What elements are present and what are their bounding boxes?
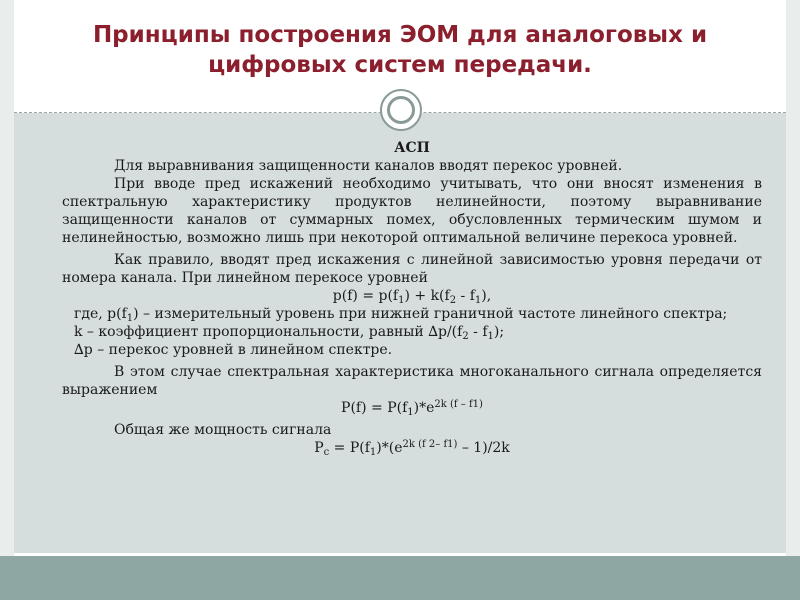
right-margin-band xyxy=(786,0,800,600)
paragraph-6: ∆p – перекос уровней в линейном спектре. xyxy=(74,342,393,358)
section-heading: АСП xyxy=(394,140,430,156)
slide-title: Принципы построения ЭОМ для аналоговых и цифровых систем передачи. xyxy=(92,22,708,78)
paragraph-3: Как правило, вводят пред искажения с линейной зависимостью уровня передачи от номера канала. При линейном перекосе уровней xyxy=(62,252,762,286)
content-area xyxy=(14,113,786,553)
formula-power: $P_c = P(f_1)*(e^{2k (f 2- f1)} - 1)/2k$ xyxy=(314,439,510,458)
paragraph-5: k – коэффициент пропорциональности, равный $\Delta p/(f_2 - f_1)$; xyxy=(74,324,505,342)
paragraph-1: Для выравнивания защищенности каналов вводят перекос уровней. xyxy=(114,158,623,174)
bottom-bar xyxy=(0,556,800,600)
divider-circle-ornament xyxy=(380,89,422,131)
left-margin-band xyxy=(0,0,14,600)
content-body xyxy=(62,139,762,457)
paragraph-2: При вводе пред искажений необходимо учитывать, что они вносят изменения в спектральную характеристику продуктов нелинейности, поэтому выравнивание защищенности каналов от суммарных помех, обусловленных термическим шумом и нелинейностью, возможно лишь при некоторой оптимальной величине перекоса уровней. xyxy=(62,176,762,246)
paragraph-4: где, $p(f_1)$ – измерительный уровень при нижней граничной частоте линейного спектра; xyxy=(74,306,728,324)
formula-spectrum: $P(f) = P(f_1)*e^{2k (f - f1)}$ xyxy=(341,399,483,418)
paragraph-7: В этом случае спектральная характеристика многоканального сигнала определяется выражением xyxy=(62,364,762,398)
paragraph-8: Общая же мощность сигнала xyxy=(114,422,332,438)
formula-level: $p(f) = p(f_1) + k(f_2 - f_1)$, xyxy=(332,288,492,306)
